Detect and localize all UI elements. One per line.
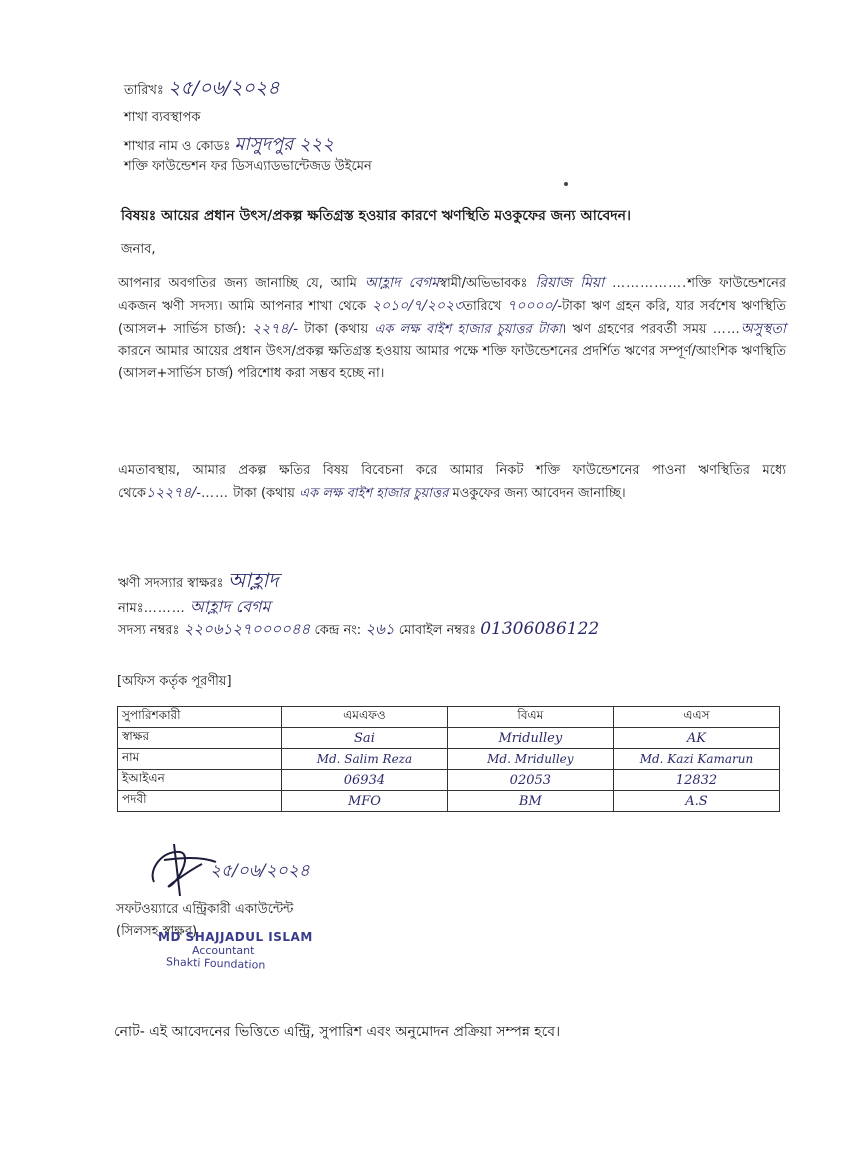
table-cell	[613, 749, 779, 770]
header-cell: বিএম	[447, 707, 613, 728]
subject-line: বিষয়ঃ আয়ের প্রধান উৎস/প্রকল্প ক্ষতিগ্রস্ত হওয়ার কারণে ঋণস্থিতি মওকুফের জন্য আবেদন।	[121, 208, 631, 224]
footer-note: নোট- এই আবেদনের ভিত্তিতে এন্ট্রি, সুপারিশ এবং অনুমোদন প্রক্রিয়া সম্পন্ন হবে।	[114, 1024, 561, 1040]
p1-loan-amount: ৭০০০০/-	[507, 298, 563, 314]
paragraph-2	[118, 460, 786, 505]
p1-text-7: । ঋণ গ্রহণের পরবর্তী সময়	[561, 322, 707, 337]
table-row	[118, 728, 780, 749]
member-signature-label: ঋণী সদস্যার স্বাক্ষরঃ	[118, 576, 224, 591]
p1-text-3: শক্তি ফাউন্ডেশনের একজন ঋণী সদস্য। আমি আপনার শাখা থেকে	[118, 276, 787, 314]
row-label: নাম	[118, 749, 282, 770]
bm-name: Md. Mridulley	[487, 752, 574, 766]
mobile-value: 01306086122	[480, 619, 600, 639]
p1-text-6: টাকা (কথায়	[304, 322, 369, 337]
row-label: পদবী	[118, 791, 282, 812]
table-cell	[282, 749, 448, 770]
as-ein: 12832	[675, 772, 718, 788]
paragraph-1	[118, 272, 786, 385]
org-line: শক্তি ফাউন্ডেশন ফর ডিসএ্যাডভান্টেজড উইমেন	[124, 159, 372, 174]
date-value: ২৫/০৬/২০২৪	[168, 77, 280, 99]
p2-waiver-amount: ১২২৭৪/-	[146, 485, 201, 501]
p2-waiver-words: এক লক্ষ বাইশ হাজার চুয়াত্তর	[299, 486, 449, 501]
member-number-line	[118, 618, 599, 643]
salutation: জনাব,	[121, 242, 156, 257]
branch-value: মাসুদপুর ২২২	[234, 134, 334, 155]
row-label: স্বাক্ষর	[118, 728, 282, 749]
member-no-value: ২২০৬১২৭০০০০৪৪	[183, 620, 311, 638]
table-cell	[447, 770, 613, 791]
ink-dot	[564, 182, 568, 186]
table-cell	[613, 728, 779, 749]
mfo-designation: MFO	[347, 793, 381, 809]
accountant-role: সফটওয়্যারে এন্ট্রিকারী একাউন্টেন্ট	[116, 902, 294, 917]
p1-text-2: স্বামী/অভিভাবকঃ	[439, 276, 528, 291]
member-no-label: সদস্য নম্বরঃ	[118, 623, 180, 638]
seal-label: (সিলসহ স্বাক্ষর)	[116, 924, 198, 939]
p1-text-4: তারিখে	[463, 299, 502, 314]
bm-signature: Mridulley	[498, 730, 563, 746]
member-name-dots: ………	[143, 601, 186, 616]
mobile-label: মোবাইল নম্বরঃ	[398, 623, 477, 638]
table-cell	[282, 791, 448, 812]
p2-text-2: টাকা (কথায়	[233, 486, 295, 501]
header-cell: এমএফও	[282, 707, 448, 728]
table-cell	[282, 770, 448, 791]
header-cell: সুপারিশকারী	[118, 707, 282, 728]
office-note: [অফিস কর্তৃক পূরণীয়]	[117, 674, 232, 689]
addressee-line: শাখা ব্যবস্থাপক	[124, 110, 201, 125]
mfo-name: Md. Salim Reza	[316, 752, 413, 766]
p1-dots-2: ……	[712, 322, 741, 337]
row-label: ইআইএন	[118, 770, 282, 791]
recommendation-table	[117, 706, 780, 812]
table-cell	[447, 791, 613, 812]
center-label: কেন্দ্র নং:	[314, 623, 362, 638]
center-value: ২৬১	[365, 620, 395, 638]
as-name: Md. Kazi Kamarun	[639, 752, 754, 766]
stamp-name: MD SHAJJADUL ISLAM	[158, 930, 313, 944]
accountant-signature-date: ২৫/০৬/২০২৪	[210, 861, 310, 881]
stamp-title: Accountant	[192, 944, 255, 957]
member-signature: আহ্লাদ	[227, 568, 279, 592]
mfo-signature: Sai	[354, 730, 375, 746]
p1-guardian-name: রিয়াজ মিয়া	[535, 275, 605, 291]
as-designation: A.S	[685, 793, 708, 809]
p1-dots-1: …………….	[612, 276, 688, 291]
bm-designation: BM	[518, 793, 542, 809]
date-line	[124, 74, 280, 106]
member-name-line	[118, 594, 270, 621]
p1-reason: অসুস্থতা	[740, 321, 786, 337]
p1-text-5: টাকা ঋণ গ্রহন করি, যার সর্বশেষ ঋণস্থিতি (আসল+ সার্ভিস চার্জ):	[118, 299, 787, 337]
table-cell	[447, 728, 613, 749]
bm-ein: 02053	[509, 772, 552, 788]
p1-loan-date: ২০১০/৭/২০২৩	[371, 298, 464, 314]
p1-member-name: আহ্লাদ বেগম	[364, 275, 440, 291]
stamp-org: Shakti Foundation	[165, 955, 266, 972]
member-name-value: আহ্লাদ বেগম	[189, 597, 271, 616]
table-cell	[447, 749, 613, 770]
branch-label: শাখার নাম ও কোডঃ	[124, 139, 231, 154]
p1-balance-words: এক লক্ষ বাইশ হাজার চুয়াত্তর টাকা	[374, 322, 562, 337]
date-label: তারিখঃ	[124, 83, 164, 98]
table-cell	[282, 728, 448, 749]
table-row	[118, 749, 780, 770]
table-header-row	[118, 707, 780, 728]
p1-balance: ২২৭৪/-	[252, 321, 299, 337]
p2-dots: ……	[200, 486, 229, 501]
table-cell	[613, 770, 779, 791]
p2-text-1: এমতাবস্থায়, আমার প্রকল্প ক্ষতির বিষয় বিবেচনা করে আমার নিকট শক্তি ফাউন্ডেশনের পাওনা ঋণস্থিতির মধ্যে থেকে	[118, 463, 786, 501]
p2-text-3: মওকুফের জন্য আবেদন জানাচ্ছি।	[452, 486, 626, 501]
as-signature: AK	[686, 730, 707, 746]
table-row	[118, 791, 780, 812]
member-name-label: নামঃ	[118, 601, 144, 616]
mfo-ein: 06934	[343, 772, 386, 788]
table-cell	[613, 791, 779, 812]
table-row	[118, 770, 780, 791]
p1-text-8: কারনে আমার আয়ের প্রধান উৎস/প্রকল্প ক্ষতিগ্রস্ত হওয়ায় আমার পক্ষে শক্তি ফাউন্ডেশনের প্রদর্শিত ঋণের সম্পূর্ণ/আংশিক ঋণস্থিতি (আসল+সার্ভিস চার্জ) পরিশোধ করা সম্ভব হচ্ছে না।	[118, 344, 786, 381]
header-cell: এএস	[613, 707, 779, 728]
p1-text-1: আপনার অবগতির জন্য জানাচ্ছি যে, আমি	[118, 276, 357, 291]
